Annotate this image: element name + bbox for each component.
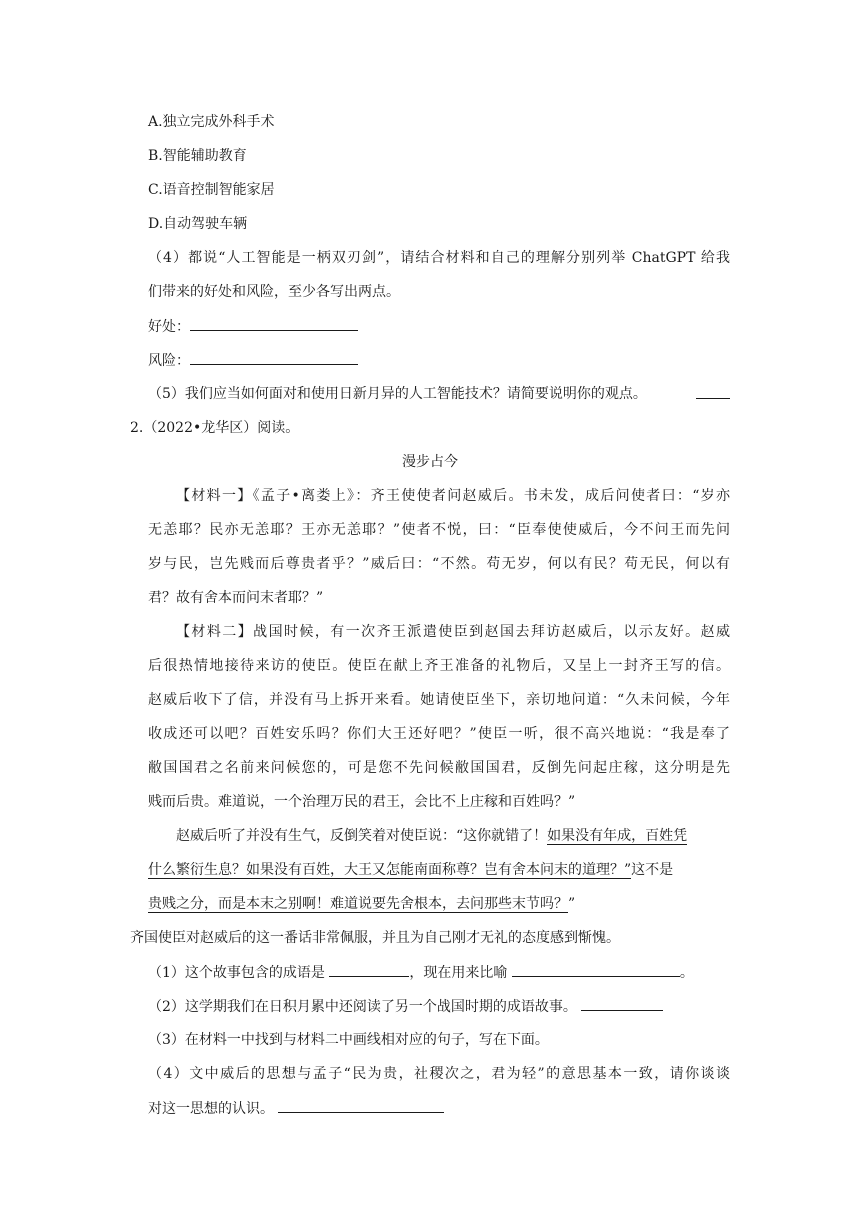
paragraph3-line2 [148, 860, 673, 880]
option-d: D.自动驾驶车辆 [148, 216, 248, 232]
material2-line: 赵威后收下了信，并没有马上拆开来看。她请使臣坐下，亲切地问道：“久未问候，今年 [148, 692, 730, 708]
subq1-text: 。 [679, 965, 694, 981]
subq1 [148, 962, 694, 983]
paragraph3-line1 [176, 826, 687, 846]
subq4-answer-blank[interactable] [278, 1098, 444, 1113]
underlined-sentence: 贵贱之分，而是本末之别啊！难道说要先舍根本，去问那些末节吗？ [148, 896, 568, 912]
paragraph4: 齐国使臣对赵威后的这一番话非常佩服，并且为自己刚才无礼的态度感到惭愧。 [130, 930, 620, 946]
material2-line: 收成还可以吧？百姓安乐吗？你们大王还好吧？”使臣一听，很不高兴地说：“我是奉了 [148, 726, 730, 742]
paragraph3-text: ” [568, 896, 576, 912]
risk-row [148, 350, 358, 371]
material1-line: 无恙耶？民亦无恙耶？王亦无恙耶？”使者不悦，曰：“臣奉使使威后，今不问王而先问 [148, 522, 730, 538]
material2-line: 贱而后贵。难道说，一个治理万民的君王，会比不上庄稼和百姓吗？” [148, 794, 576, 810]
subq2-text: （2）这学期我们在日积月累中还阅读了另一个战国时期的成语故事。 [148, 999, 577, 1015]
idiom-answer-blank[interactable] [329, 962, 409, 977]
paragraph3-line3 [148, 894, 575, 914]
option-b: B.智能辅助教育 [148, 148, 247, 164]
material2-line: 后很热情地接待来访的使臣。使臣在献上齐王准备的礼物后，又呈上一封齐王写的信。 [148, 658, 730, 674]
sub4-line1: （4）都说“人工智能是一柄双刃剑”，请结合材料和自己的理解分别列举 ChatGPT 给我 [148, 250, 730, 266]
meaning-answer-blank[interactable] [512, 962, 680, 977]
sub5-text: （5）我们应当如何面对和使用日新月异的人工智能技术？请简要说明你的观点。 [148, 386, 647, 402]
underlined-sentence: 如果没有年成，百姓凭 [547, 828, 688, 844]
material1-line: 【材料一】《孟子•离娄上》：齐王使使者问赵威后。书未发，成后问使者曰：“岁亦 [176, 488, 730, 504]
option-a: A.独立完成外科手术 [148, 114, 275, 130]
subq2-answer-blank[interactable] [581, 996, 663, 1011]
option-c: C.语音控制智能家居 [148, 182, 275, 198]
subq1-text: （1）这个故事包含的成语是 [148, 965, 325, 981]
risk-answer-blank[interactable] [190, 350, 358, 365]
passage-title: 漫步占今 [402, 454, 458, 470]
sub5-question [148, 384, 647, 404]
subq4-line1: （4）文中威后的思想与孟子“民为贵，社稷次之，君为轻”的意思基本一致，请你谈谈 [148, 1066, 730, 1082]
benefit-label: 好处： [148, 319, 190, 335]
paragraph3-text: 赵威后听了并没有生气，反倒笑着对使臣说：“这你就错了！ [176, 828, 548, 844]
risk-label: 风险： [148, 353, 190, 369]
material2-line: 【材料二】战国时候，有一次齐王派遣使臣到赵国去拜访赵威后，以示友好。赵威 [176, 624, 730, 640]
sub4-line2: 们带来的好处和风险，至少各写出两点。 [148, 284, 400, 300]
material1-line: 岁与民，岂先贱而后尊贵者乎？”威后曰：“不然。苟无岁，何以有民？苟无民，何以有 [148, 556, 730, 572]
question-2-heading: 2.（2022•龙华区）阅读。 [130, 420, 300, 436]
sub5-answer-blank[interactable] [696, 384, 730, 399]
benefit-row [148, 316, 358, 337]
underlined-sentence: 什么繁衍生息？如果没有百姓，大王又怎能南面称尊？岂有舍本问末的道理？” [148, 862, 632, 878]
subq4-text: 对这一思想的认识。 [148, 1101, 274, 1117]
subq4-line2 [148, 1098, 444, 1119]
benefit-answer-blank[interactable] [190, 316, 358, 331]
subq2 [148, 996, 663, 1017]
material2-line: 敝国国君之名前来问候您的，可是您不先问候敝国国君，反倒先问起庄稼，这分明是先 [148, 760, 730, 776]
subq1-text: ，现在用来比喻 [409, 965, 508, 981]
paragraph3-text: 这不是 [631, 862, 674, 878]
subq3: （3）在材料一中找到与材料二中画线相对应的句子，写在下面。 [148, 1032, 549, 1048]
material1-line: 君？故有舍本而问末者耶？” [148, 590, 324, 606]
